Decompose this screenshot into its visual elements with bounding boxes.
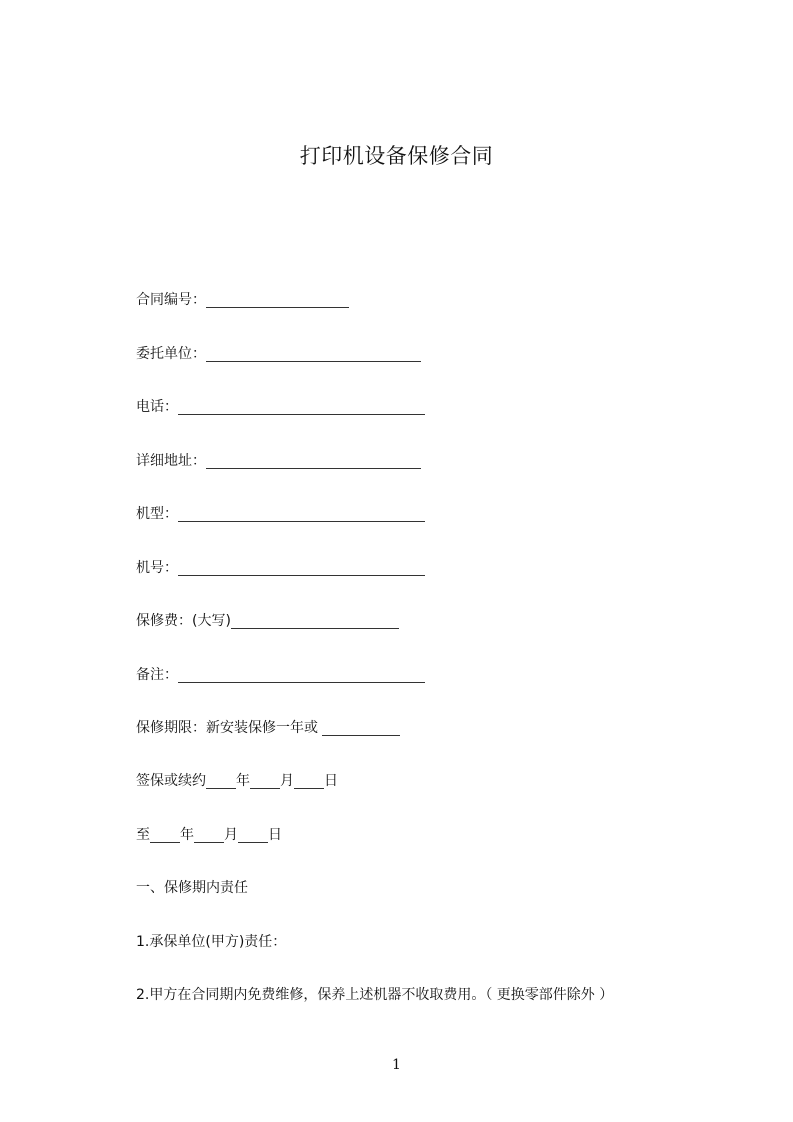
sign-year-blank xyxy=(206,773,236,789)
page-number: 1 xyxy=(392,1057,401,1073)
remarks-blank xyxy=(178,667,425,683)
fee-label: 保修费：(大写) xyxy=(136,613,231,629)
address-line xyxy=(136,451,421,471)
client-unit-line xyxy=(136,344,421,364)
clause-item-1 xyxy=(136,932,286,952)
machine-number-label: 机号： xyxy=(136,560,178,576)
address-blank xyxy=(206,453,421,469)
end-day-label: 日 xyxy=(268,827,282,843)
end-date-line xyxy=(136,825,282,845)
sign-year-label: 年 xyxy=(236,773,250,789)
clause-item-1-text: 1.承保单位(甲方)责任： xyxy=(136,934,287,950)
remarks-line xyxy=(136,665,425,685)
contract-number-label: 合同编号： xyxy=(136,292,206,308)
document-title: 打印机设备保修合同 xyxy=(299,144,494,168)
client-unit-label: 委托单位： xyxy=(136,346,206,362)
fee-line xyxy=(136,611,399,631)
warranty-period-line xyxy=(136,718,400,738)
end-month-label: 月 xyxy=(224,827,238,843)
model-label: 机型： xyxy=(136,506,178,522)
contract-number-line xyxy=(136,290,349,310)
machine-number-blank xyxy=(178,560,425,576)
warranty-period-blank xyxy=(322,720,400,736)
model-blank xyxy=(178,506,425,522)
end-year-blank xyxy=(150,827,180,843)
phone-line xyxy=(136,397,425,417)
clause-item-2 xyxy=(136,985,613,1005)
section-heading-text: 一、保修期内责任 xyxy=(136,880,248,896)
sign-day-blank xyxy=(294,773,324,789)
warranty-period-label: 保修期限：新安装保修一年或 xyxy=(136,720,323,736)
section-heading xyxy=(136,878,248,898)
machine-number-line xyxy=(136,558,425,578)
end-month-blank xyxy=(194,827,224,843)
clause-item-2-text: 2.甲方在合同期内免费维修，保养上述机器不收取费用。（ 更换零部件除外 ） xyxy=(136,987,614,1003)
model-line xyxy=(136,504,425,524)
end-date-prefix: 至 xyxy=(136,827,150,843)
contract-number-blank xyxy=(206,292,349,308)
sign-month-blank xyxy=(250,773,280,789)
sign-day-label: 日 xyxy=(324,773,338,789)
end-day-blank xyxy=(238,827,268,843)
fee-blank xyxy=(231,613,399,629)
end-year-label: 年 xyxy=(180,827,194,843)
client-unit-blank xyxy=(206,346,421,362)
address-label: 详细地址： xyxy=(136,453,206,469)
phone-blank xyxy=(178,399,425,415)
sign-month-label: 月 xyxy=(280,773,294,789)
sign-date-line xyxy=(136,771,338,791)
phone-label: 电话： xyxy=(136,399,178,415)
sign-date-prefix: 签保或续约 xyxy=(136,773,206,789)
remarks-label: 备注： xyxy=(136,667,178,683)
